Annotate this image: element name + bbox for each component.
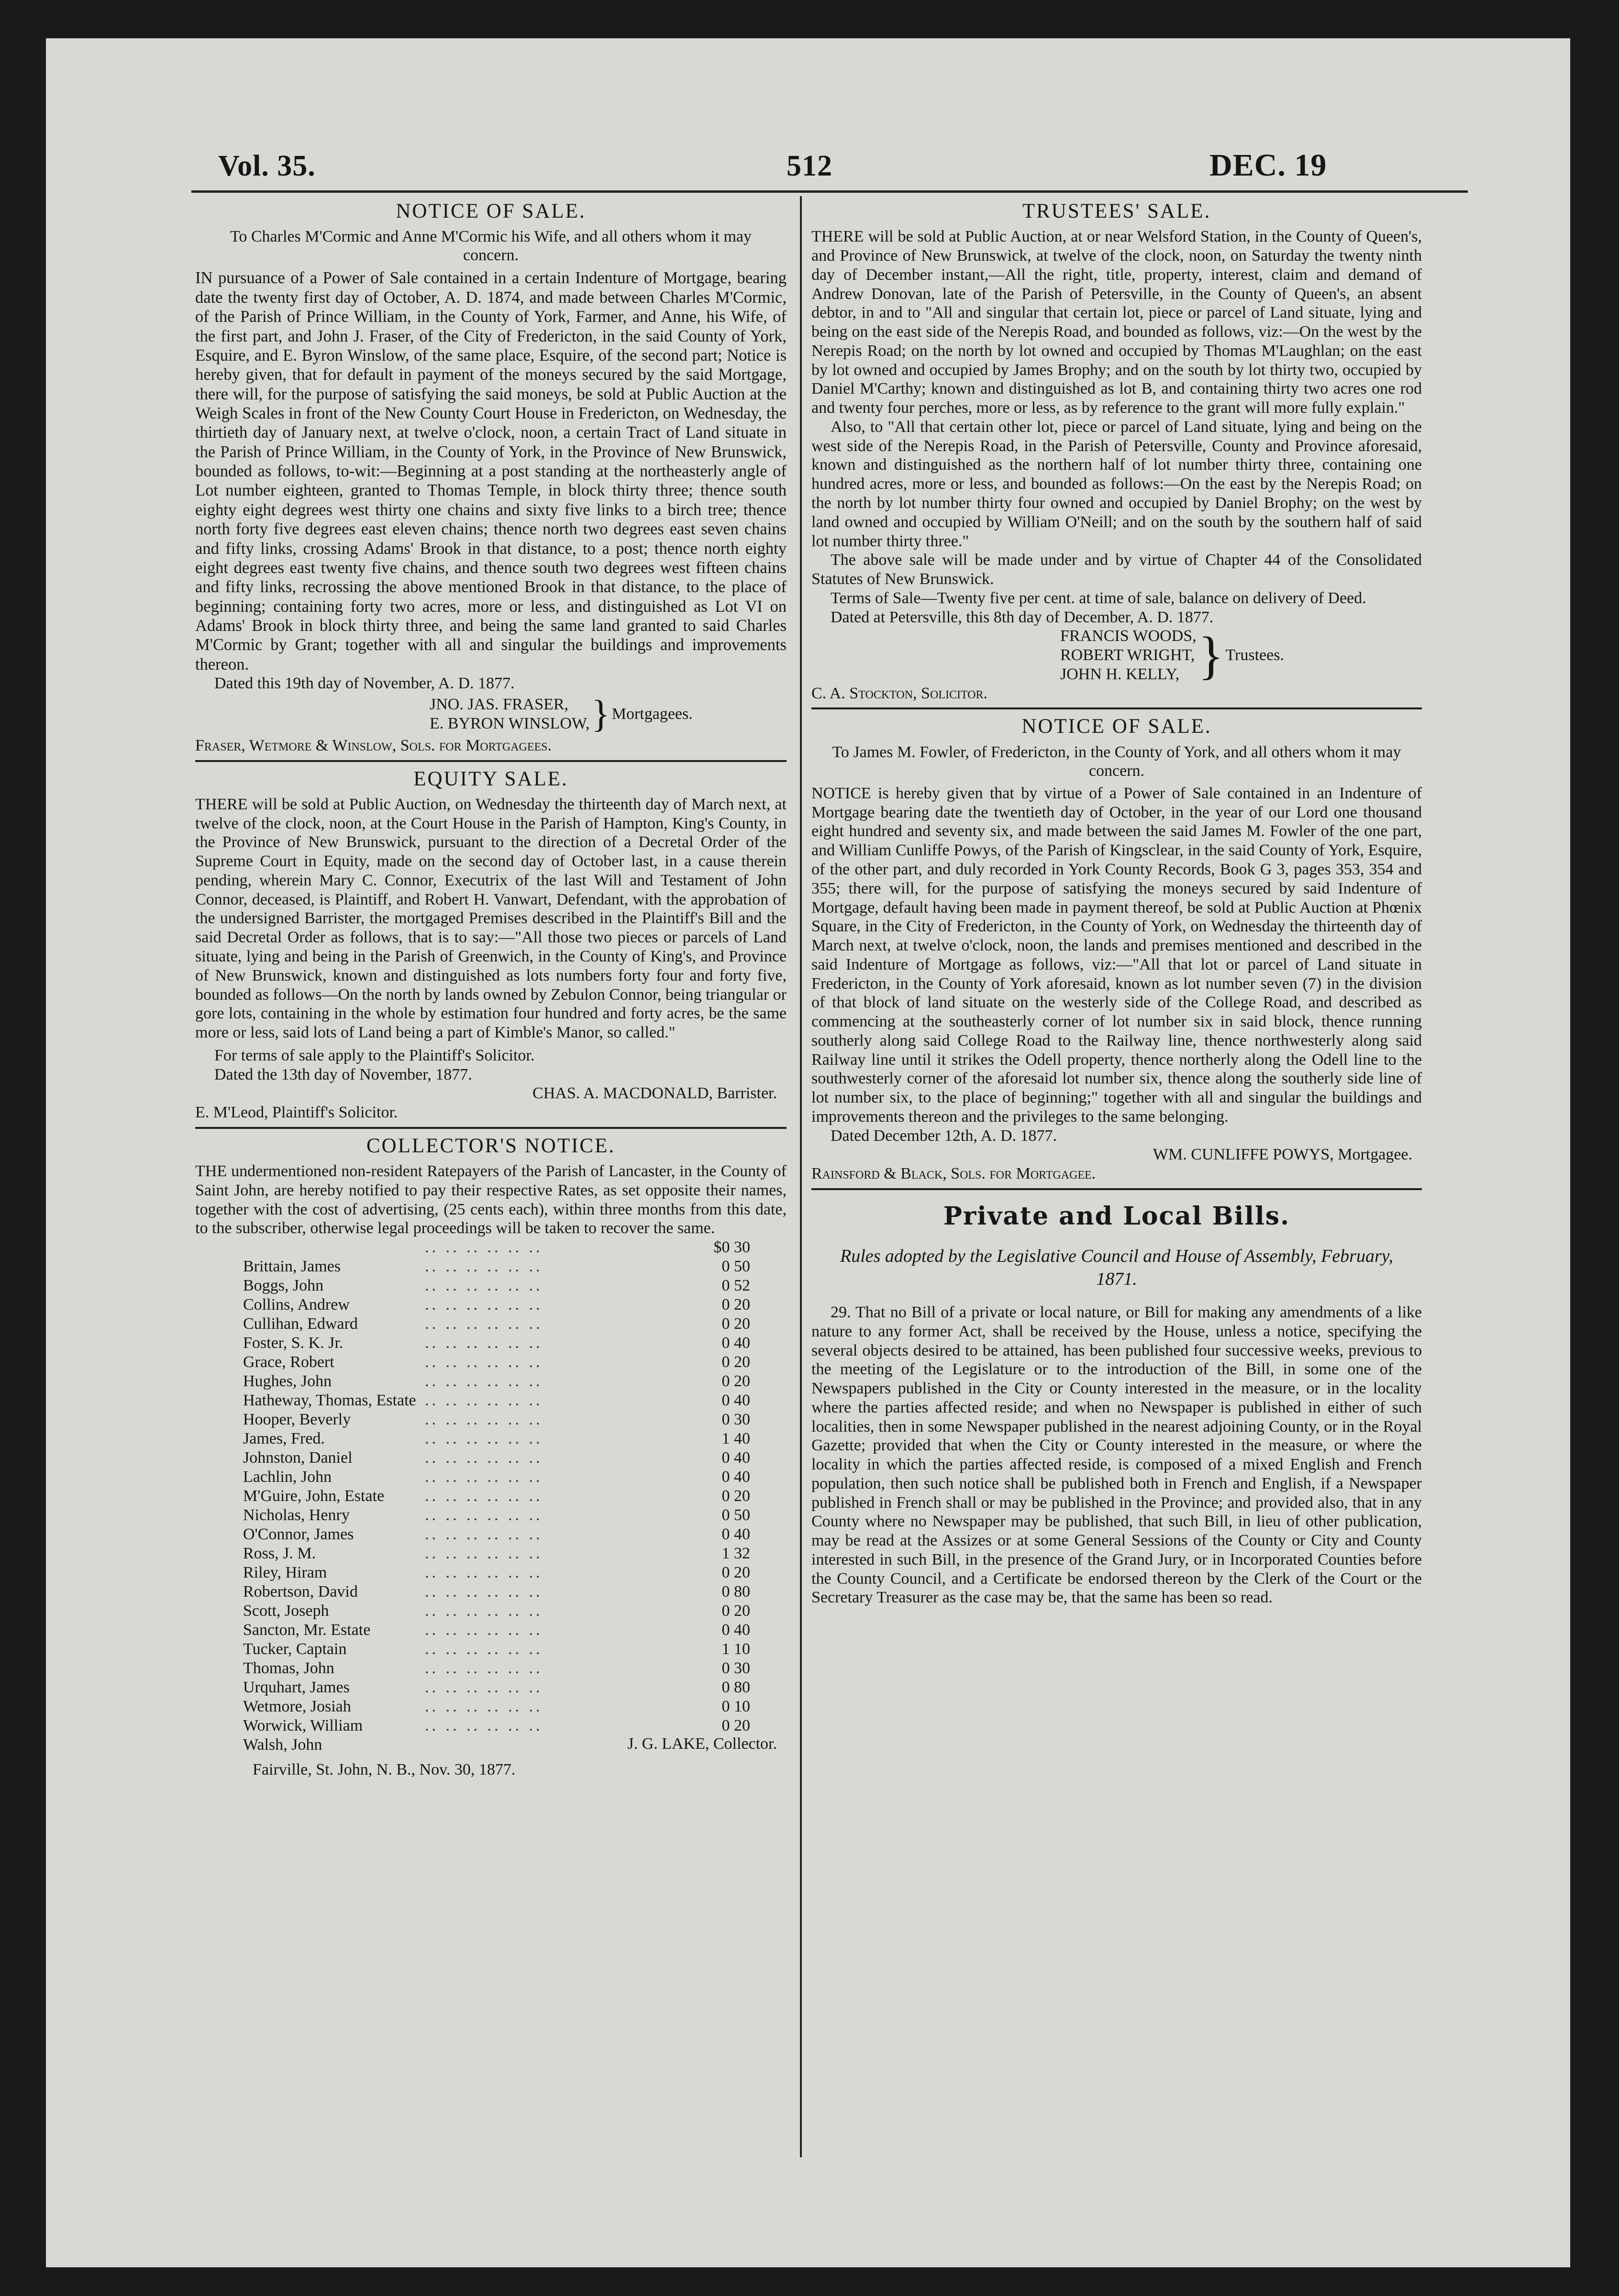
ratepayer-row [243,1429,750,1448]
leader-dots: .. .. .. .. .. .. [425,1525,543,1544]
leader-dots: .. .. .. .. .. .. [425,1372,543,1391]
leader-dots: .. .. .. .. .. .. [425,1698,543,1716]
equity-terms: For terms of sale apply to the Plaintiff's Solicitor. [214,1046,535,1064]
rate-amount: 0 20 [721,1564,750,1582]
dated-line: Dated this 19th day of November, A. D. 1877. [214,674,515,693]
leader-dots: .. .. .. .. .. .. [425,1659,543,1678]
ratepayer-name [243,1238,425,1257]
ratepayer-name: Walsh, John [243,1736,322,1754]
rate-amount: 0 10 [721,1698,750,1716]
trustees-label: Trustees. [1225,646,1284,664]
section-rule [195,1127,787,1129]
rate-amount: 0 30 [721,1411,750,1429]
signer-winslow: E. BYRON WINSLOW, [430,714,590,732]
ratepayer-name: Boggs, John [243,1277,324,1295]
collector-dateline: Fairville, St. John, N. B., Nov. 30, 1877. [253,1761,516,1778]
leader-dots: .. .. .. .. .. .. [425,1238,543,1257]
leader-dots: .. .. .. .. .. .. [425,1621,543,1639]
rate-amount: 0 40 [721,1468,750,1486]
ratepayer-name: Urquhart, James [243,1678,350,1697]
leader-dots: .. .. .. .. .. .. [425,1315,543,1333]
ratepayer-row [243,1276,750,1295]
ratepayer-row [243,1468,750,1487]
rate-amount: 0 40 [721,1525,750,1544]
ratepayer-name: Grace, Robert [243,1353,334,1371]
ratepayer-row [243,1391,750,1410]
leader-dots: .. .. .. .. .. .. [425,1678,543,1697]
ratepayer-row [243,1678,750,1697]
trustees-dated: Dated at Petersville, this 8th day of December, A. D. 1877. [831,608,1214,626]
notice-body: NOTICE is hereby given that by virtue of a Power of Sale contained in an Indenture of Mortgage bearing date the twentieth day of October, in the year of our Lord one thousand eight hundred and seventy six, and made between the said James M. Fowler of the one part, and William Cunliffe Powys, of the Parish of Kingsclear, in the said County of York, Esquire, of the other part, and duly recorded in York County Records, Book G 3, pages 353, 354 and 355; there will, for the purpose of satisfying the moneys secured by said Indenture of Mortgage, default having been made in payment thereof, be sold at Public Auction at Phœnix Square, in the City of Fredericton, in the County of York, on Wednesday the thirteenth day of March next, at twelve o'clock, noon, the lands and premises mentioned and described in the said Indenture of Mortgage as follows, viz:—"All that lot or parcel of Land situate in Fredericton, in the County of York aforesaid, known as lot number seven (7) in the division of that block of land situate on the westerly side of the College Road, and described as commencing at the southeasterly corner of lot number six in said block, thence running southerly along said College Road to the Railway line, thence northwesterly along said Railway line until it strikes the Odell property, thence northerly along the Odell line to the southwesterly corner of the aforesaid lot number six, thence along the southerly side line of lot number six, to the place of beginning;" together with all and singular the buildings and improvements thereon and the privileges to the same belonging. [811,784,1422,1126]
ratepayer-name: Wetmore, Josiah [243,1698,351,1716]
ratepayer-row [243,1525,750,1544]
equity-body: THERE will be sold at Public Auction, on Wednesday the thirteenth day of March next, at twelve of the clock, noon, at the Court House in the Parish of Hampton, King's County, in the Province of New Brunswick, pursuant to the direction of a Decretal Order of the Supreme Court in Equity, made on the second day of October last, in a cause therein pending, wherein Mary C. Connor, Executrix of the last Will and Testament of John Connor, deceased, is Plaintiff, and Robert H. Vanwart, Defendant, with the approbation of the undersigned Barrister, the mortgaged Premises described in the Plaintiff's Bill and the said Decretal Order as follows, that is to say:—"All those two pieces or parcels of Land situate, lying and being in the Parish of Greenwich, in the County of King's, and Province of New Brunswick, known and distinguished as lots numbers forty four and forty five, bounded as follows—On the north by lands owned by Zebulon Connor, being triangular or gore lots, containing in the whole by estimation four hundred and forty acres, be the same more or less, said lots of Land being a part of Kimble's Manor, so called." [195,795,787,1042]
trustees-solicitor: C. A. Stockton, Solicitor. [811,684,988,702]
ratepayer-row [243,1582,750,1601]
rate-amount: 1 40 [721,1430,750,1448]
ratepayer-row [243,1621,750,1640]
ratepayer-name: Sancton, Mr. Estate [243,1621,371,1639]
section-title: EQUITY SALE. [413,767,568,790]
ratepayer-row [243,1314,750,1334]
section-title: NOTICE OF SALE. [1021,715,1212,738]
ratepayer-row [243,1410,750,1429]
notice-dated: Dated December 12th, A. D. 1877. [831,1126,1057,1145]
leader-dots: .. .. .. .. .. .. [425,1411,543,1429]
barrister-line: CHAS. A. MACDONALD, Barrister. [532,1084,777,1103]
rate-amount: 0 20 [721,1353,750,1371]
leader-dots: .. .. .. .. .. .. [425,1468,543,1486]
brace: } [591,693,610,735]
rate-amount: 0 20 [721,1602,750,1620]
ratepayer-name: Ross, J. M. [243,1545,316,1563]
notice-of-sale-mccormic [195,200,787,755]
leader-dots: .. .. .. .. .. .. [425,1487,543,1505]
trustee-signatures [1060,627,1422,684]
notice-of-sale-fowler [811,715,1422,1183]
rate-amount: 0 20 [721,1487,750,1505]
rate-amount: 0 50 [721,1506,750,1524]
section-rule [195,760,787,762]
ratepayer-name: Riley, Hiram [243,1564,327,1582]
rate-amount: 0 40 [721,1334,750,1352]
mortgagees-label: Mortgagees. [611,705,693,723]
section-title: COLLECTOR'S NOTICE. [366,1134,616,1157]
rate-amount: 0 50 [721,1258,750,1276]
private-local-bills [811,1202,1422,1607]
ratepayer-name: James, Fred. [243,1430,325,1448]
ratepayer-row [243,1716,750,1735]
rate-amount: 0 40 [721,1621,750,1639]
ratepayer-row [243,1659,750,1678]
brace: } [1198,626,1224,685]
trustees-body-2: Also, to "All that certain other lot, piece or parcel of Land situate, lying and being on the west side of the Nerepis Road, in the Parish of Petersville, County and Province aforesaid, known and distinguished as the northern half of lot number thirty three, containing one hundred acres, more or less, and bounded as follows:—On the east by the Nerepis Road; on the north by lot number thirty four owned and occupied by Daniel Brophy; on the west by land owned and occupied by William O'Neill; and on the south by the southern half of said lot number thirty three." [811,418,1422,550]
ratepayer-row [243,1640,750,1659]
trustee-woods: FRANCIS WOODS, [1060,627,1197,645]
section-rule [811,707,1422,709]
equity-sale [195,768,787,1122]
ratepayer-name: Foster, S. K. Jr. [243,1334,344,1352]
mortgagee-solicitors: Rainsford & Black, Sols. for Mortgagee. [811,1165,1096,1183]
column-divider [800,196,802,2157]
addressee: To James M. Fowler, of Fredericton, in the County of York, and all others whom it may concern. [832,743,1401,780]
notice-body: IN pursuance of a Power of Sale contained in a certain Indenture of Mortgage, bearing date the twenty first day of October, A. D. 1874, and made between Charles M'Cormic, of the Parish of Prince William, in the County of York, Farmer, and Anne, his Wife, of the first part, and John J. Fraser, of the City of Fredericton, in the said County of York, Esquire, and E. Byron Winslow, of the same place, Esquire, of the second part; Notice is hereby given, that for default in payment of the moneys secured by the said Mortgage, there will, for the purpose of satisfying the said moneys, be sold at Public Auction at the Weigh Scales in front of the New County Court House in Fredericton, on Wednesday, the thirtieth day of January next, at twelve o'clock, noon, a certain Tract of Land situate in the Parish of Prince William, in the County of York, in the Province of New Brunswick, bounded as follows, to-wit:—Beginning at a post standing at the northeasterly angle of Lot number eighteen, granted to Thomas Temple, in block thirty three; thence south eighty eight degrees west thirty one chains and sixty five links to a birch tree; thence north forty five degrees east eleven chains; thence north two degrees east seven chains and fifty links, crossing Adams' Brook in that distance, to a post; thence north eighty eight degrees east twenty five chains, and thence south two degrees west fifteen chains and fifty links, recrossing the above mentioned Brook in that distance, to the place of beginning; containing forty two acres, more or less, and distinguished as Lot VI on Adams' Brook in block thirty three, and being the same land granted to said Charles M'Cormic by Grant; together with all and singular the buildings and improvements thereon. [195,269,787,673]
rate-amount: 0 80 [721,1583,750,1601]
rate-amount: 0 20 [721,1315,750,1333]
ratepayer-row [243,1544,750,1563]
mortgagee-signature: WM. CUNLIFFE POWYS, Mortgagee. [1153,1146,1412,1164]
left-column [195,200,787,1779]
ratepayer-name: Tucker, Captain [243,1640,347,1658]
section-rule [811,1188,1422,1190]
rule-29-body: 29. That no Bill of a private or local nature, or Bill for making any amendments of a like nature to any former Act, shall be received by the House, unless a notice, specifying the several objects desired to be attained, has been published four successive weeks, previous to the meeting of the Legislature or to the introduction of the Bill, in some one of the Newspapers published in the City or County interested in the measure, or in the locality where the parties affected reside; and when no Newspaper is published in either of such localities, then in some Newspaper published in the nearest adjoining County, or in the Royal Gazette; provided that when the City or County interested in the measure, or where the locality in which the parties affected reside, is composed of a mixed English and French population, then such notice shall be published both in French and English, if a Newspaper published in French shall or may be published in the Province; and provided also, that in any County where no Newspaper may be published, that such Bill, in lieu of other publication, may be read at the Assizes or at some General Sessions of the County or City and County interested in such Bill, in the presence of the Grand Jury, or in Incorporated Counties before the County Council, and a Certificate be endorsed thereon by the Clerk of the Court or the Secretary Treasurer as the case may be, that the same has been so read. [811,1303,1422,1607]
ratepayer-row [243,1601,750,1621]
ratepayer-row [243,1487,750,1506]
trustees-body-1: THERE will be sold at Public Auction, at or near Welsford Station, in the County of Queen's, and Province of New Brunswick, at twelve of the clock, noon, on Saturday the twenty ninth day of December instant,—All the right, title, property, interest, claim and demand of Andrew Donovan, late of the Parish of Petersville, in the County of Queen's, an absent debtor, in and to "All and singular that certain lot, piece or parcel of Land situate, lying and being on the east side of the Nerepis Road, and bounded as follows, viz:—On the west by the Nerepis Road; on the north by lot owned and occupied by Thomas M'Laughlan; on the east by lot owned and occupied by James Brophy; and on the south by lot thirty two, occupied by Daniel M'Carthy; known and distinguished as lot B, and containing thirty two acres one rod and twenty four perches, more or less, as by reference to the grant will more fully explain." [811,228,1422,417]
leader-dots: .. .. .. .. .. .. [425,1258,543,1276]
ratepayer-row [243,1353,750,1372]
rate-amount: 1 32 [721,1545,750,1563]
leader-dots: .. .. .. .. .. .. [425,1583,543,1601]
solicitors-line: Fraser, Wetmore & Winslow, Sols. for Mortgagees. [195,736,552,754]
trustee-wright: ROBERT WRIGHT, [1060,646,1195,664]
ratepayer-row [243,1372,750,1391]
rate-amount: 0 20 [721,1372,750,1391]
ratepayer-name: Hughes, John [243,1372,332,1391]
section-title: Private and Local Bills. [943,1202,1290,1231]
ratepayer-name: Johnston, Daniel [243,1449,353,1467]
ratepayer-row [243,1506,750,1525]
ratepayer-row [243,1334,750,1353]
right-column [811,200,1422,1607]
rate-amount: 0 40 [721,1449,750,1467]
rate-amount: 1 10 [721,1640,750,1658]
gazette-page [46,38,1570,2267]
rate-amount: 0 20 [721,1717,750,1735]
rate-amount: $0 30 [713,1238,750,1257]
rate-amount: 0 52 [721,1277,750,1295]
trustees-sale [811,200,1422,703]
trustees-body-4: Terms of Sale—Twenty five per cent. at time of sale, balance on delivery of Deed. [831,589,1366,607]
rules-adopted-line: Rules adopted by the Legislative Council and House of Assembly, February, 1871. [840,1246,1394,1289]
rate-amount: 0 40 [721,1391,750,1410]
ratepayer-name: Worwick, William [243,1717,363,1735]
leader-dots: .. .. .. .. .. .. [425,1564,543,1582]
rate-amount: 0 80 [721,1678,750,1697]
ratepayer-name: Lachlin, John [243,1468,332,1486]
leader-dots: .. .. .. .. .. .. [425,1430,543,1448]
ratepayers-table [243,1238,750,1755]
ratepayer-name: Scott, Joseph [243,1602,329,1620]
leader-dots: .. .. .. .. .. .. [425,1545,543,1563]
ratepayer-name: Thomas, John [243,1659,334,1678]
collectors-notice [195,1135,787,1779]
ratepayer-row [243,1257,750,1276]
collector-signature: J. G. LAKE, Collector. [627,1735,777,1753]
ratepayer-row [243,1697,750,1716]
leader-dots: .. .. .. .. .. .. [425,1717,543,1735]
leader-dots: .. .. .. .. .. .. [425,1449,543,1467]
leader-dots: .. .. .. .. .. .. [425,1353,543,1371]
leader-dots: .. .. .. .. .. .. [425,1506,543,1524]
trustee-kelly: JOHN H. KELLY, [1060,665,1180,683]
rate-amount: 0 20 [721,1296,750,1314]
trustees-body-3: The above sale will be made under and by virtue of Chapter 44 of the Consolidated Statutes of New Brunswick. [811,551,1422,588]
rate-amount: 0 30 [721,1659,750,1678]
ratepayer-name: Brittain, James [243,1258,341,1276]
ratepayer-row [243,1238,750,1257]
header-rule [191,190,1468,193]
ratepayer-name: O'Connor, James [243,1525,354,1544]
leader-dots: .. .. .. .. .. .. [425,1391,543,1410]
leader-dots: .. .. .. .. .. .. [425,1640,543,1658]
leader-dots: .. .. .. .. .. .. [425,1277,543,1295]
volume-label: Vol. 35. [218,150,316,182]
leader-dots: .. .. .. .. .. .. [425,1334,543,1352]
signer-fraser: JNO. JAS. FRASER, [430,695,569,714]
ratepayer-name: Nicholas, Henry [243,1506,350,1524]
ratepayer-row [243,1295,750,1314]
ratepayer-row [243,1448,750,1468]
signature-block [430,695,787,733]
ratepayer-name: Cullihan, Edward [243,1315,358,1333]
ratepayer-name: Hooper, Beverly [243,1411,351,1429]
ratepayer-name: Robertson, David [243,1583,358,1601]
ratepayer-name: Collins, Andrew [243,1296,350,1314]
ratepayer-row [243,1563,750,1582]
ratepayer-name: M'Guire, John, Estate [243,1487,385,1505]
page-number: 512 [787,150,832,182]
leader-dots: .. .. .. .. .. .. [425,1602,543,1620]
leader-dots: .. .. .. .. .. .. [425,1296,543,1314]
collector-body: THE undermentioned non-resident Ratepayers of the Parish of Lancaster, in the County of Saint John, are hereby notified to pay their respective Rates, as set opposite their names, together with the cost of advertising, (25 cents each), within three months from this date, to the subscriber, otherwise legal proceedings will be taken to recover the same. [195,1162,787,1237]
issue-date: DEC. 19 [1209,148,1327,183]
addressee: To Charles M'Cormic and Anne M'Cormic his Wife, and all others whom it may concern. [230,228,752,265]
equity-dated: Dated the 13th day of November, 1877. [214,1065,472,1083]
ratepayer-name: Hatheway, Thomas, Estate [243,1391,416,1410]
plaintiff-solicitor: E. M'Leod, Plaintiff's Solicitor. [195,1104,398,1122]
section-title: TRUSTEES' SALE. [1022,200,1211,222]
section-title: NOTICE OF SALE. [396,200,586,222]
